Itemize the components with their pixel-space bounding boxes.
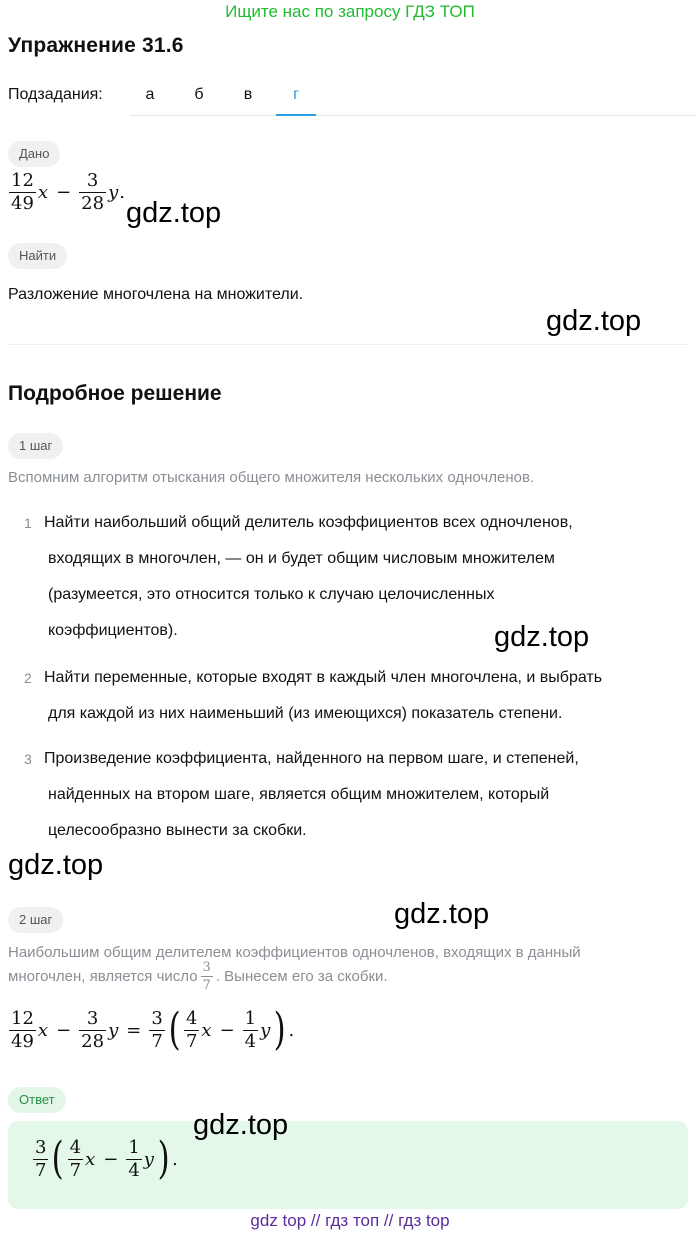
- page-title: Упражнение 31.6: [8, 34, 184, 57]
- subtasks-bar: [8, 86, 696, 116]
- subtasks-label: Подзадания:: [8, 86, 103, 103]
- watermark: gdz.top: [126, 197, 222, 229]
- given-badge: Дано: [8, 141, 60, 167]
- fraction: $\frac{1}{4}$: [128, 1136, 140, 1181]
- find-badge: Найти: [8, 243, 67, 269]
- fraction: $\frac{3}{7}$: [151, 1007, 163, 1052]
- list-item: 2 Найти переменные, которые входят в каждый член многочлена, и выбрать для каждой из них наименьший (из имеющихся) показатель степени.: [24, 660, 694, 732]
- fraction: $\frac{4}{7}$: [69, 1136, 82, 1181]
- footer-links[interactable]: gdz top // гдз топ // гдз top: [250, 1211, 450, 1230]
- watermark: gdz.top: [546, 305, 642, 337]
- list-item-number: 3: [24, 751, 32, 767]
- gcd-fraction: $\frac{3}{7}$: [202, 960, 211, 993]
- list-item: 3 Произведение коэффициента, найденного на первом шаге, и степеней, найденных на втором шаге, является общим множителем, который целесообразно вынести за скобки.: [24, 741, 694, 849]
- answer-expression: $\frac{3}{7}$ ( $\frac{4}{7}$ x − $\frac{1}{4}$ y ) .: [35, 1133, 178, 1184]
- step1-intro: Вспомним алгоритм отыскания общего множителя нескольких одночленов.: [8, 469, 535, 486]
- tab-b[interactable]: б: [194, 86, 204, 103]
- watermark: gdz.top: [494, 621, 590, 653]
- divider: [8, 344, 688, 345]
- search-hint-banner: Ищите нас по запросу ГДЗ ТОП: [225, 2, 475, 21]
- watermark: gdz.top: [8, 849, 104, 881]
- fraction: $\frac{3}{28}$: [81, 170, 105, 214]
- tab-v[interactable]: в: [243, 86, 253, 103]
- fraction: $\frac{3}{7}$: [35, 1136, 47, 1181]
- watermark: gdz.top: [394, 898, 490, 930]
- fraction: $\frac{12}{49}$: [11, 1007, 34, 1052]
- step2-text-line1: Наибольшим общим делителем коэффициентов одночленов, входящих в данный: [8, 944, 581, 961]
- tab-a[interactable]: а: [145, 86, 155, 103]
- solution-title: Подробное решение: [8, 382, 222, 405]
- answer-box: [8, 1121, 688, 1209]
- step1-badge: 1 шаг: [8, 433, 63, 459]
- find-text: Разложение многочлена на множители.: [8, 286, 304, 303]
- fraction: $\frac{12}{49}$: [11, 170, 34, 214]
- step2-text-line2: многочлен, является число $\frac{3}{7}$ . Вынесем его за скобки.: [8, 960, 388, 993]
- step2-expression: $\frac{12}{49}$ x − $\frac{3}{28}$ y = $\frac{3}{7}$ ( $\frac{4}{7}$ x − $\frac{1}{4}$ y ) .: [11, 1004, 295, 1055]
- list-item-number: 2: [24, 670, 32, 686]
- list-item-number: 1: [24, 515, 32, 531]
- fraction: $\frac{1}{4}$: [244, 1007, 257, 1052]
- fraction: $\frac{4}{7}$: [185, 1007, 198, 1052]
- tab-g[interactable]: г: [276, 86, 316, 116]
- answer-badge: Ответ: [8, 1087, 66, 1113]
- watermark: gdz.top: [193, 1109, 289, 1141]
- step2-badge: 2 шаг: [8, 907, 63, 933]
- fraction: $\frac{3}{28}$: [81, 1007, 105, 1052]
- list-item: 1 Найти наибольший общий делитель коэффициентов всех одночленов, входящих в многочлен, — он и будет общим числовым множителем (разумеется, это относится только к случаю целочисленных коэффициентов).: [24, 505, 694, 649]
- given-expression: $\frac{12}{49}$ x − $\frac{3}{28}$ y .: [11, 170, 125, 214]
